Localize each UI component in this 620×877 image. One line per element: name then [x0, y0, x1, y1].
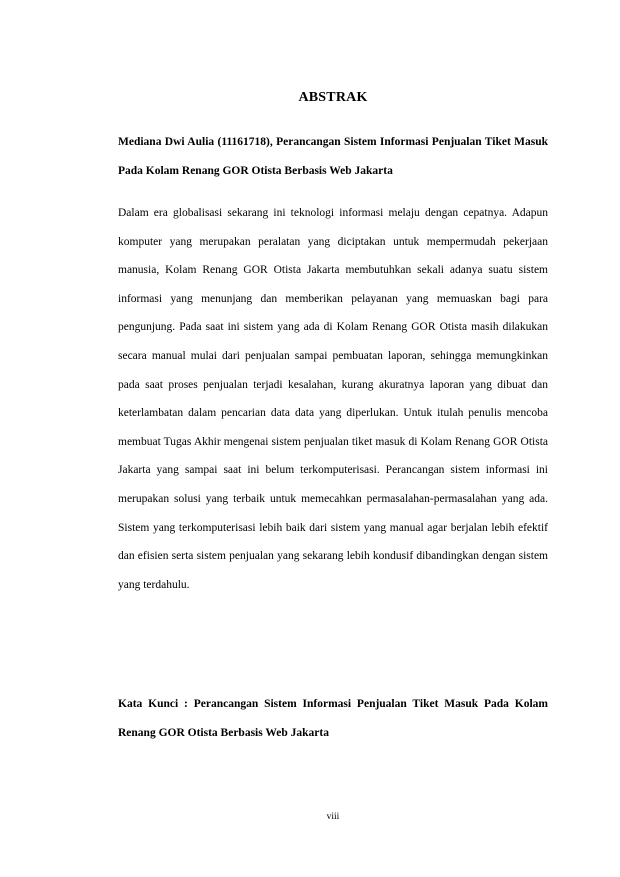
abstract-body: Dalam era globalisasi sekarang ini teknologi informasi melaju dengan cepatnya. Adapun komputer yang merupakan peralatan yang diciptakan untuk mempermudah pekerjaan manusia, Kolam Renang GOR Otista Jakarta membutuhkan sekali adanya suatu sistem informasi yang menunjang dan memberikan pelayanan yang memuaskan bagi para pengunjung. Pada saat ini sistem yang ada di Kolam Renang GOR Otista masih dilakukan secara manual mulai dari penjualan sampai pembuatan laporan, sehingga memungkinkan pada saat proses penjualan terjadi kesalahan, kurang akuratnya laporan yang dibuat dan keterlambatan dalam pencarian data data yang diperlukan. Untuk itulah penulis mencoba membuat Tugas Akhir mengenai sistem penjualan tiket masuk di Kolam Renang GOR Otista Jakarta yang sampai saat ini belum terkomputerisasi. Perancangan sistem informasi ini merupakan solusi yang terbaik untuk memecahkan permasalahan-permasalahan yang ada. Sistem yang terkomputerisasi lebih baik dari sistem yang manual agar berjalan lebih efektif dan efisien serta sistem penjualan yang sekarang lebih kondusif dibandingkan dengan sistem yang terdahulu. [118, 207, 548, 591]
author-line: Mediana Dwi Aulia (11161718), Perancangan Sistem Informasi Penjualan Tiket Masuk Pada Kolam Renang GOR Otista Berbasis Web Jakarta [118, 136, 548, 177]
page-number: viii [326, 812, 340, 822]
keywords: Kata Kunci : Perancangan Sistem Informasi Penjualan Tiket Masuk Pada Kolam Renang GOR Otista Berbasis Web Jakarta [118, 698, 548, 739]
page-title: ABSTRAK [298, 90, 368, 105]
